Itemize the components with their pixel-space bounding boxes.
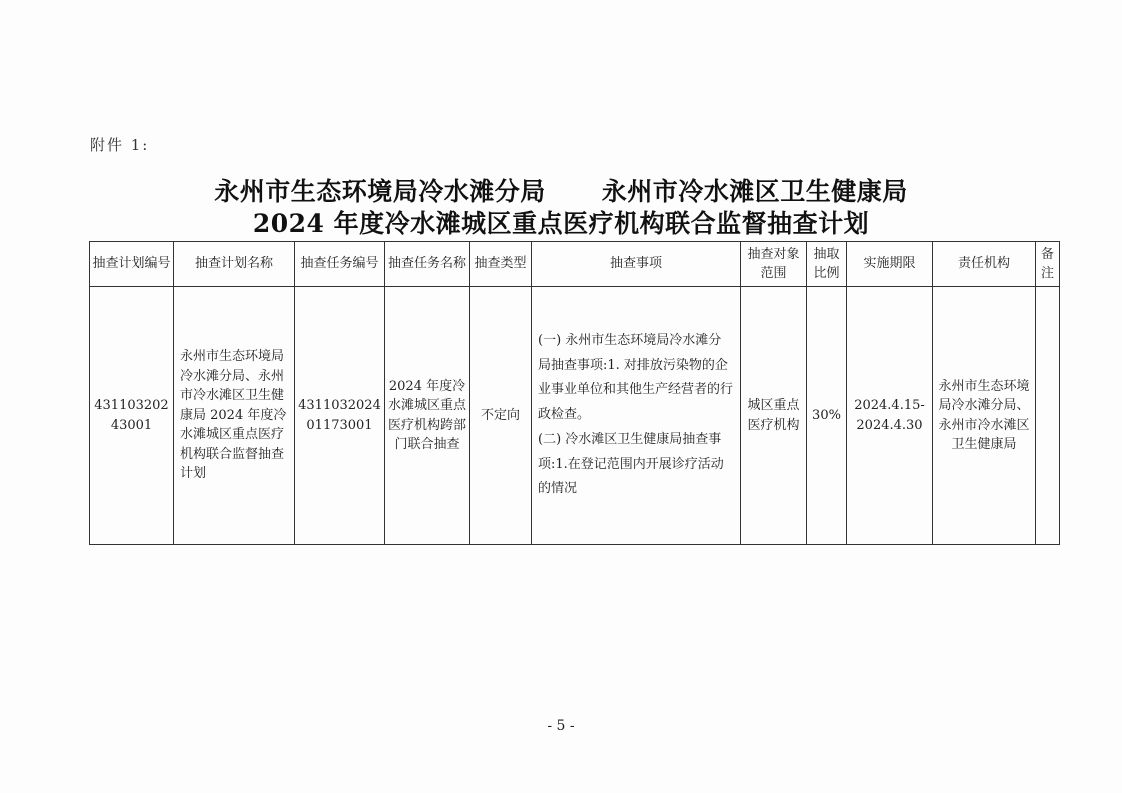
header-task-no: 抽查任务编号	[295, 242, 385, 287]
document-title-line-2: 2024 年度冷水滩城区重点医疗机构联合监督抽查计划	[252, 209, 870, 238]
title-org-ecology: 永州市生态环境局冷水滩分局	[214, 177, 546, 206]
inspection-item-ecology: (一) 永州市生态环境局冷水滩分局抽查事项:1. 对排放污染物的企业事业单位和其他生产经营者的行政检查。	[538, 333, 734, 423]
period-end: 2024.4.30	[856, 417, 923, 433]
header-period: 实施期限	[847, 242, 933, 287]
cell-items	[532, 287, 741, 545]
attachment-label: 附件 1:	[90, 136, 150, 154]
header-task-name: 抽查任务名称	[385, 242, 470, 287]
header-ratio: 抽取比例	[807, 242, 847, 287]
document-title-line-1	[0, 172, 1122, 208]
header-remark: 备注	[1036, 242, 1060, 287]
page-number: - 5 -	[547, 718, 575, 734]
header-scope: 抽查对象范围	[741, 242, 807, 287]
cell-task-no: 431103202401173001	[295, 287, 385, 545]
cell-plan-name: 永州市生态环境局冷水滩分局、永州市冷水滩区卫生健康局 2024 年度冷水滩城区重点医疗机构联合监督抽查计划	[174, 287, 295, 545]
period-start: 2024.4.15-	[854, 398, 925, 413]
cell-scope: 城区重点医疗机构	[741, 287, 807, 545]
inspection-plan-table	[89, 241, 1060, 545]
table-header-row	[90, 242, 1060, 287]
cell-ratio: 30%	[807, 287, 847, 545]
cell-type: 不定向	[470, 287, 532, 545]
cell-remark	[1036, 287, 1060, 545]
header-plan-no: 抽查计划编号	[90, 242, 174, 287]
header-type: 抽查类型	[470, 242, 532, 287]
header-plan-name: 抽查计划名称	[174, 242, 295, 287]
header-items: 抽查事项	[532, 242, 741, 287]
cell-period	[847, 287, 933, 545]
header-agency: 责任机构	[933, 242, 1036, 287]
cell-agency: 永州市生态环境局冷水滩分局、永州市冷水滩区卫生健康局	[933, 287, 1036, 545]
table-row	[90, 287, 1060, 545]
inspection-item-health: (二) 冷水滩区卫生健康局抽查事项:1.在登记范围内开展诊疗活动的情况	[538, 431, 724, 497]
cell-plan-no: 43110320243001	[90, 287, 174, 545]
cell-task-name: 2024 年度冷水滩城区重点医疗机构跨部门联合抽查	[385, 287, 470, 545]
title-org-health: 永州市冷水滩区卫生健康局	[601, 177, 908, 206]
